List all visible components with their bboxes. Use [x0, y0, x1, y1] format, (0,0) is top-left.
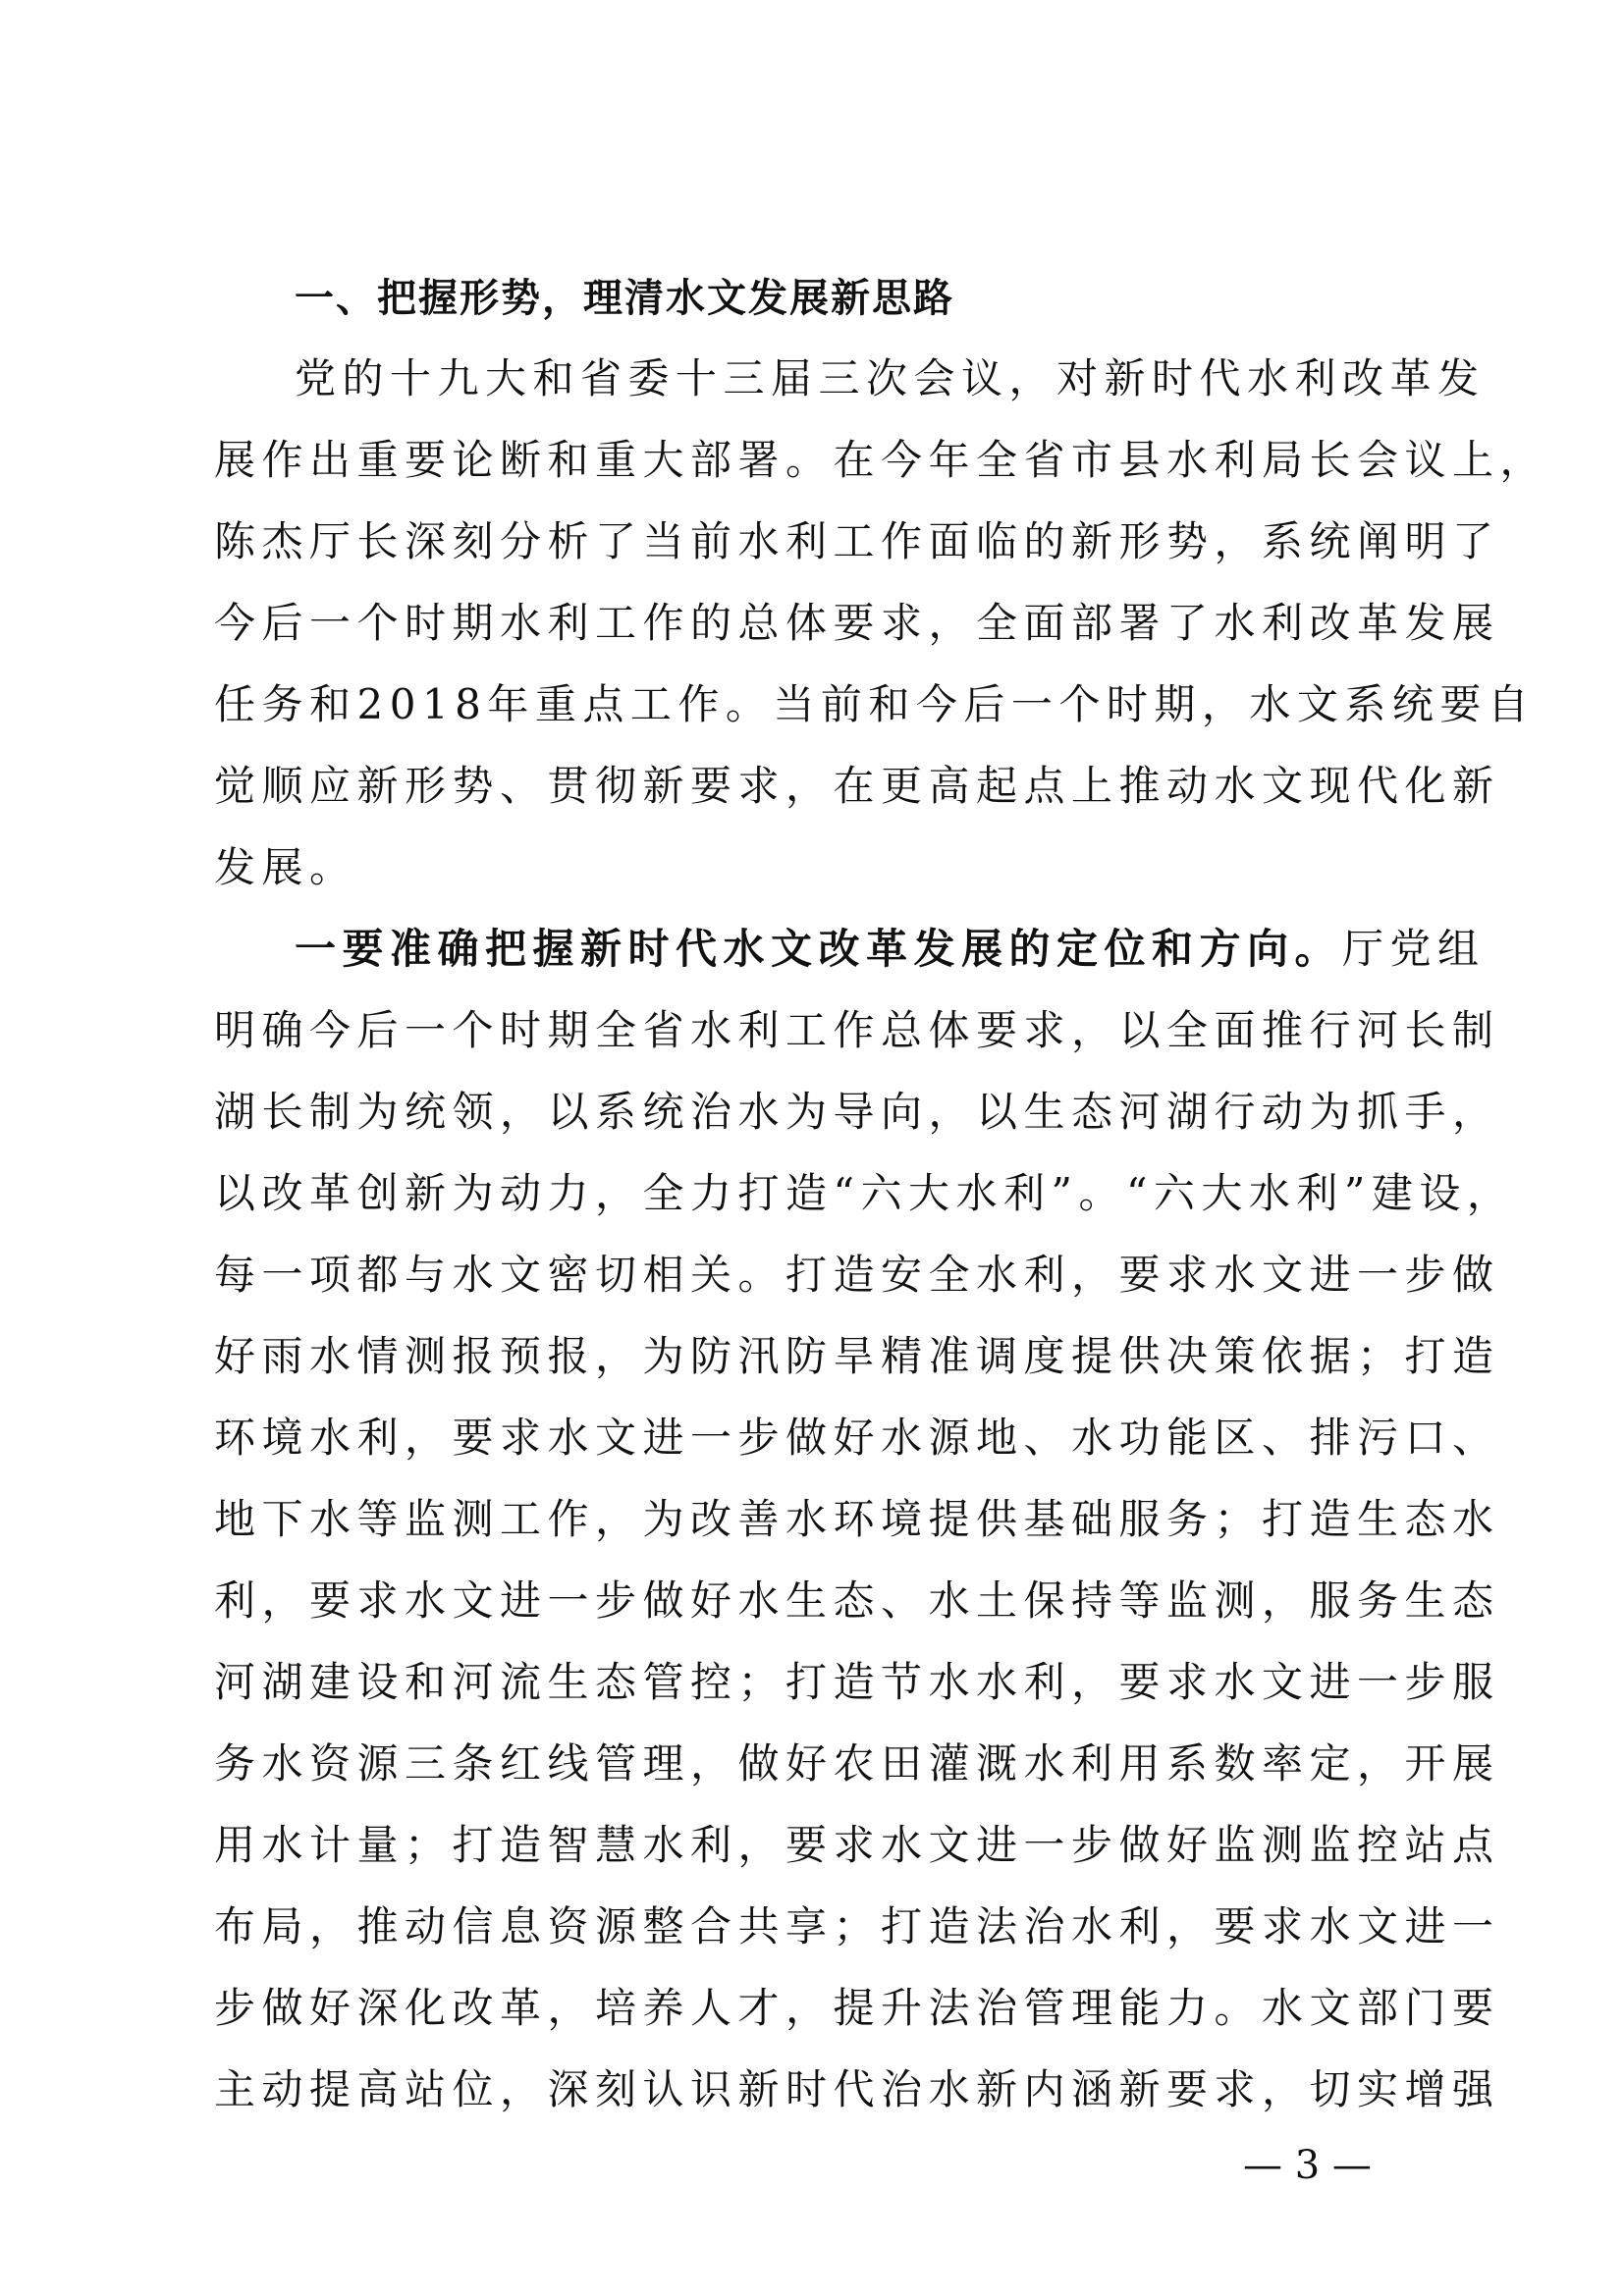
paragraph-2-line: 务水资源三条红线管理，做好农田灌溉水利用系数率定，开展: [214, 1739, 1500, 1788]
section-heading: 一、把握形势，理清水文发展新思路: [295, 276, 954, 321]
paragraph-1-line: 党的十九大和省委十三届三次会议，对新时代水利改革发: [295, 354, 1486, 402]
paragraph-2-lead: 一要准确把握新时代水文改革发展的定位和方向。: [295, 925, 1343, 973]
paragraph-1-line: 展作出重要论断和重大部署。在今年全省市县水利局长会议上，: [214, 436, 1548, 484]
paragraph-2-line: 地下水等监测工作，为改善水环境提供基础服务；打造生态水: [214, 1495, 1500, 1543]
paragraph-2-line: 布局，推动信息资源整合共享；打造法治水利，要求水文进一: [214, 1902, 1500, 1950]
paragraph-2-line: 河湖建设和河流生态管控；打造节水水利，要求水文进一步服: [214, 1658, 1500, 1706]
paragraph-1-line: 发展。: [214, 843, 357, 891]
paragraph-2-first-line-rest: 厅党组: [1342, 925, 1486, 973]
paragraph-1-line: 今后一个时期水利工作的总体要求，全面部署了水利改革发展: [214, 599, 1500, 647]
paragraph-2-first-line: [295, 922, 1486, 977]
page-number: — 3 —: [1243, 2143, 1372, 2188]
paragraph-2-line: 主动提高站位，深刻认识新时代治水新内涵新要求，切实增强: [214, 2065, 1500, 2113]
paragraph-1-line: 任务和2018年重点工作。当前和今后一个时期，水文系统要自: [214, 680, 1536, 728]
paragraph-2-line: 用水计量；打造智慧水利，要求水文进一步做好监测监控站点: [214, 1821, 1500, 1869]
paragraph-1-line: 觉顺应新形势、贯彻新要求，在更高起点上推动水文现代化新: [214, 762, 1500, 810]
paragraph-2-line: 利，要求水文进一步做好水生态、水土保持等监测，服务生态: [214, 1576, 1500, 1625]
paragraph-2-line: 步做好深化改革，培养人才，提升法治管理能力。水文部门要: [214, 1984, 1500, 2032]
paragraph-1-line: 陈杰厅长深刻分析了当前水利工作面临的新形势，系统阐明了: [214, 517, 1500, 565]
paragraph-2-line: 湖长制为统领，以系统治水为导向，以生态河湖行动为抓手，: [214, 1088, 1500, 1136]
paragraph-2-line: 环境水利，要求水文进一步做好水源地、水功能区、排污口、: [214, 1414, 1500, 1462]
paragraph-2-line: 明确今后一个时期全省水利工作总体要求，以全面推行河长制: [214, 1006, 1500, 1054]
paragraph-2-line: 好雨水情测报预报，为防汛防旱精准调度提供决策依据；打造: [214, 1332, 1500, 1380]
paragraph-2-line: 以改革创新为动力，全力打造“六大水利”。“六大水利”建设，: [214, 1169, 1515, 1217]
paragraph-2-line: 每一项都与水文密切相关。打造安全水利，要求水文进一步做: [214, 1251, 1500, 1299]
